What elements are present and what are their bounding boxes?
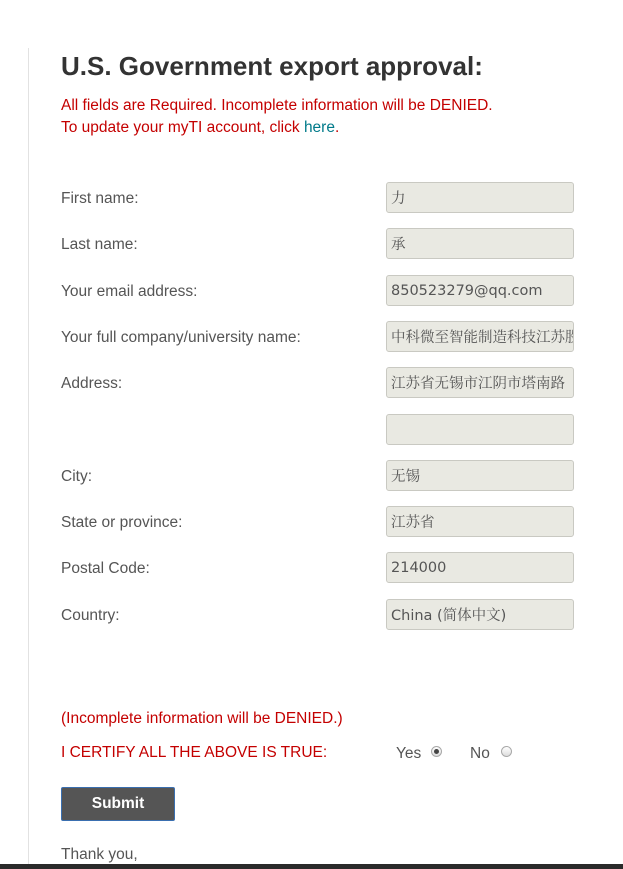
yes-radio[interactable] [431, 746, 442, 757]
country-label: Country: [61, 607, 120, 624]
state-label: State or province: [61, 514, 183, 531]
first-name-field[interactable] [386, 182, 574, 213]
account-update-line [61, 117, 493, 139]
last-name-field[interactable] [386, 228, 574, 259]
left-divider [28, 48, 29, 869]
no-label: No [470, 745, 490, 762]
required-warning: All fields are Required. Incomplete information will be DENIED. [61, 97, 493, 114]
required-notice [61, 95, 493, 139]
city-field[interactable] [386, 460, 574, 491]
first-name-label: First name: [61, 190, 139, 207]
radio-selected-dot [434, 749, 439, 754]
address-line2-field[interactable] [386, 414, 574, 445]
denied-warning: (Incomplete information will be DENIED.) [61, 710, 343, 727]
address-label: Address: [61, 375, 123, 392]
postal-code-field[interactable] [386, 552, 574, 583]
bottom-edge-bar [0, 864, 623, 869]
city-label: City: [61, 468, 92, 485]
thank-you-text: Thank you, [61, 846, 138, 863]
myti-account-link[interactable]: here [303, 119, 335, 136]
account-update-suffix: . [334, 119, 340, 136]
state-field[interactable] [386, 506, 574, 537]
certify-statement: I CERTIFY ALL THE ABOVE IS TRUE: [61, 744, 328, 761]
page-title: U.S. Government export approval: [61, 51, 483, 81]
company-label: Your full company/university name: [61, 329, 301, 346]
last-name-label: Last name: [61, 236, 138, 253]
no-radio[interactable] [501, 746, 512, 757]
company-field[interactable] [386, 321, 574, 352]
submit-button[interactable]: Submit [61, 787, 175, 821]
country-field[interactable] [386, 599, 574, 630]
postal-code-label: Postal Code: [61, 560, 150, 577]
email-label: Your email address: [61, 283, 198, 300]
yes-label: Yes [396, 745, 422, 762]
address-field[interactable] [386, 367, 574, 398]
email-field[interactable] [386, 275, 574, 306]
account-update-text: To update your myTI account, click [61, 119, 304, 136]
